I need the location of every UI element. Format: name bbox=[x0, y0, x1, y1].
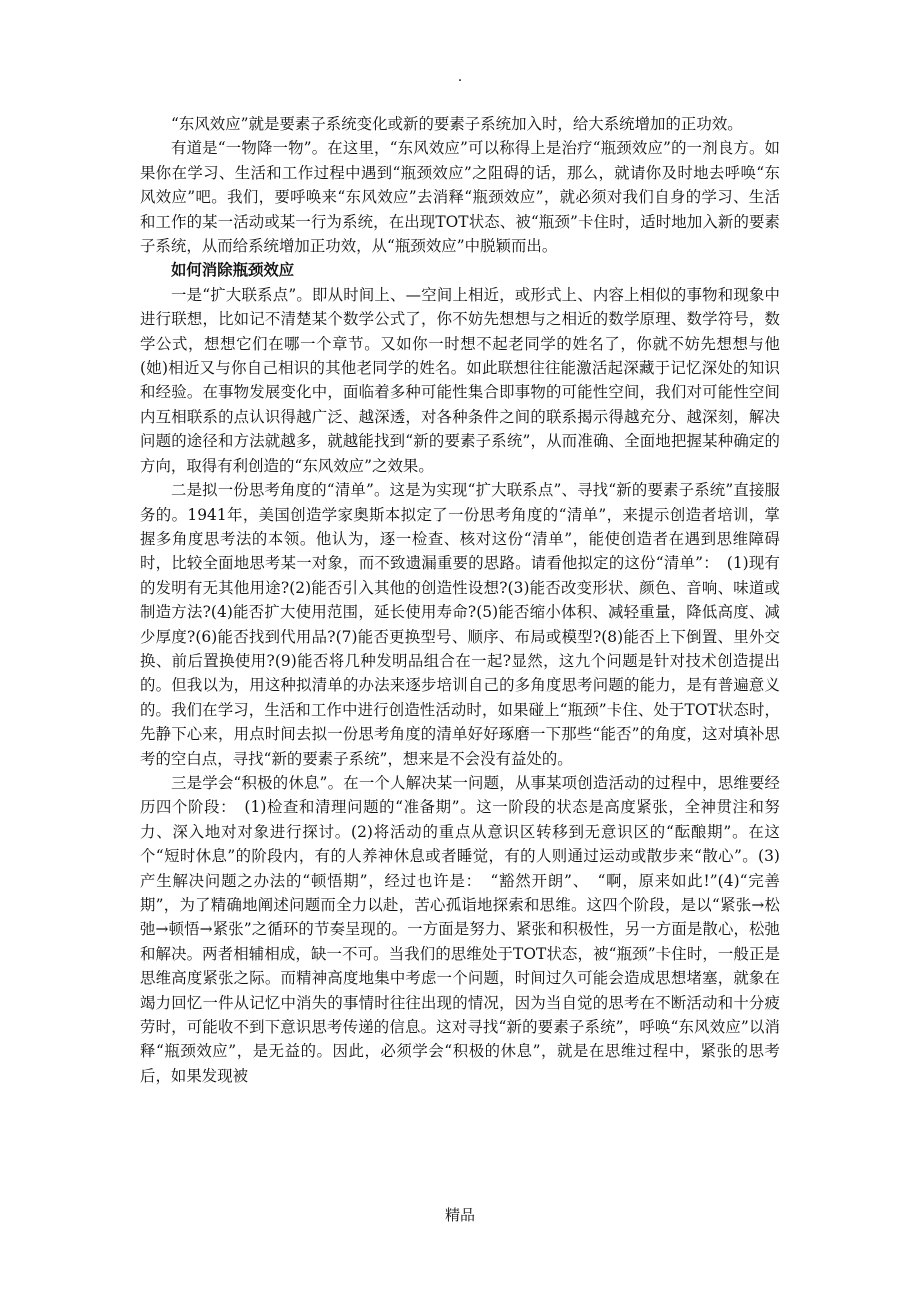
paragraph-east-wind-remedy: 有道是“一物降一物”。在这里，“东风效应”可以称得上是治疗“瓶颈效应”的一剂良方。如果你在学习、生活和工作过程中遇到“瓶颈效应”之阻碍的话，那么，就请你及时地去呼唤“东风效应”吧。我们，要呼唤来“东风效应”去消释“瓶颈效应”，就必须对我们自身的学习、生活和工作的某一活动或某一行为系统，在出现TOT状态、被“瓶颈”卡住时，适时地加入新的要素子系统，从而给系统增加正功效，从“瓶颈效应”中脱颖而出。 bbox=[140, 139, 780, 256]
paragraph-method-two: 二是拟一份思考角度的“清单”。这是为实现“扩大联系点”、寻找“新的要素子系统”直接服务的。1941年，美国创造学家奥斯本拟定了一份思考角度的“清单”，来提示创造者培训，掌握多角度思考法的本领。他认为，逐一检查、核对这份“清单”，能使创造者在遇到思维障碍时，比较全面地思考某一对象，而不致遗漏重要的思路。请看他拟定的这份“清单”： (1)现有的发明有无其他用途?(2)能否引入其他的创造性设想?(3)能否改变形状、颜色、音响、味道或制造方法?(4)能否扩大使用范围，延长使用寿命?(5)能否缩小体积、减轻重量，降低高度、减少厚度?(6)能否找到代用品?(7)能否更换型号、顺序、布局或模型?(8)能否上下倒置、里外交换、前后置换使用?(9)能否将几种发明品组合在一起?显然，这九个问题是针对技术创造提出的。但我以为，用这种拟清单的办法来逐步培训自己的多角度思考问题的能力，是有普遍意义的。我们在学习，生活和工作中进行创造性活动时，如果碰上“瓶颈”卡住、处于TOT状态时，先静下心来，用点时间去拟一份思考角度的清单好好琢磨一下那些“能否”的角度，这对填补思考的空白点，寻找“新的要素子系统”，想来是不会没有益处的。 bbox=[140, 481, 780, 768]
paragraph-method-one: 一是“扩大联系点”。即从时间上、—空间上相近，或形式上、内容上相似的事物和现象中进行联想，比如记不清楚某个数学公式了，你不妨先想想与之相近的数学原理、数学符号，数学公式，想想它们在哪一个章节。又如你一时想不起老同学的姓名了，你就不妨先想想与他(她)相近又与你自己相识的其他老同学的姓名。如此联想往往能激活起深藏于记忆深处的知识和经验。在事物发展变化中，面临着多种可能性集合即事物的可能性空间，我们对可能性空间内互相联系的点认识得越广泛、越深透，对各种条件之间的联系揭示得越充分、越深刻，解决问题的途径和方法就越多，就越能找到“新的要素子系统”，从而准确、全面地把握某种确定的方向，取得有利创造的“东风效应”之效果。 bbox=[140, 285, 780, 475]
footer-label: 精品 bbox=[444, 1206, 475, 1224]
section-heading: 如何消除瓶颈效应 bbox=[171, 261, 295, 280]
header-mark: . bbox=[457, 69, 463, 85]
paragraph-east-wind-definition: “东风效应”就是要素子系统变化或新的要素子系统加入时，给大系统增加的正功效。 bbox=[171, 115, 743, 133]
document-body bbox=[140, 112, 780, 1088]
paragraph-method-three: 三是学会“积极的休息”。在一个人解决某一问题，从事某项创造活动的过程中，思维要经历四个阶段： (1)检查和清理问题的“准备期”。这一阶段的状态是高度紧张，全神贯注和努力、深入地对对象进行探讨。(2)将活动的重点从意识区转移到无意识区的“酝酿期”。在这个“短时休息”的阶段内，有的人养神休息或者睡觉，有的人则通过运动或散步来“散心”。(3)产生解决问题之办法的“顿悟期”，经过也许是： “豁然开朗”、 “啊，原来如此!”(4)“完善期”，为了精确地阐述问题而全力以赴，苦心孤诣地探索和思维。这四个阶段，是以“紧张→松弛→顿悟→紧张”之循环的节奏呈现的。一方面是努力、紧张和积极性，另一方面是散心，松弛和解决。两者相辅相成，缺一不可。当我们的思维处于TOT状态，被“瓶颈”卡住时，一般正是思维高度紧张之际。而精神高度地集中考虑一个问题，时间过久可能会造成思想堵塞，就象在竭力回忆一件从记忆中消失的事情时往往出现的情况，因为当自觉的思考在不断活动和十分疲劳时，可能收不到下意识思考传递的信息。这对寻找“新的要素子系统”，呼唤“东风效应”以消释“瓶颈效应”，是无益的。因此，必须学会“积极的休息”，就是在思维过程中，紧张的思考后，如果发现被 bbox=[140, 773, 780, 1085]
